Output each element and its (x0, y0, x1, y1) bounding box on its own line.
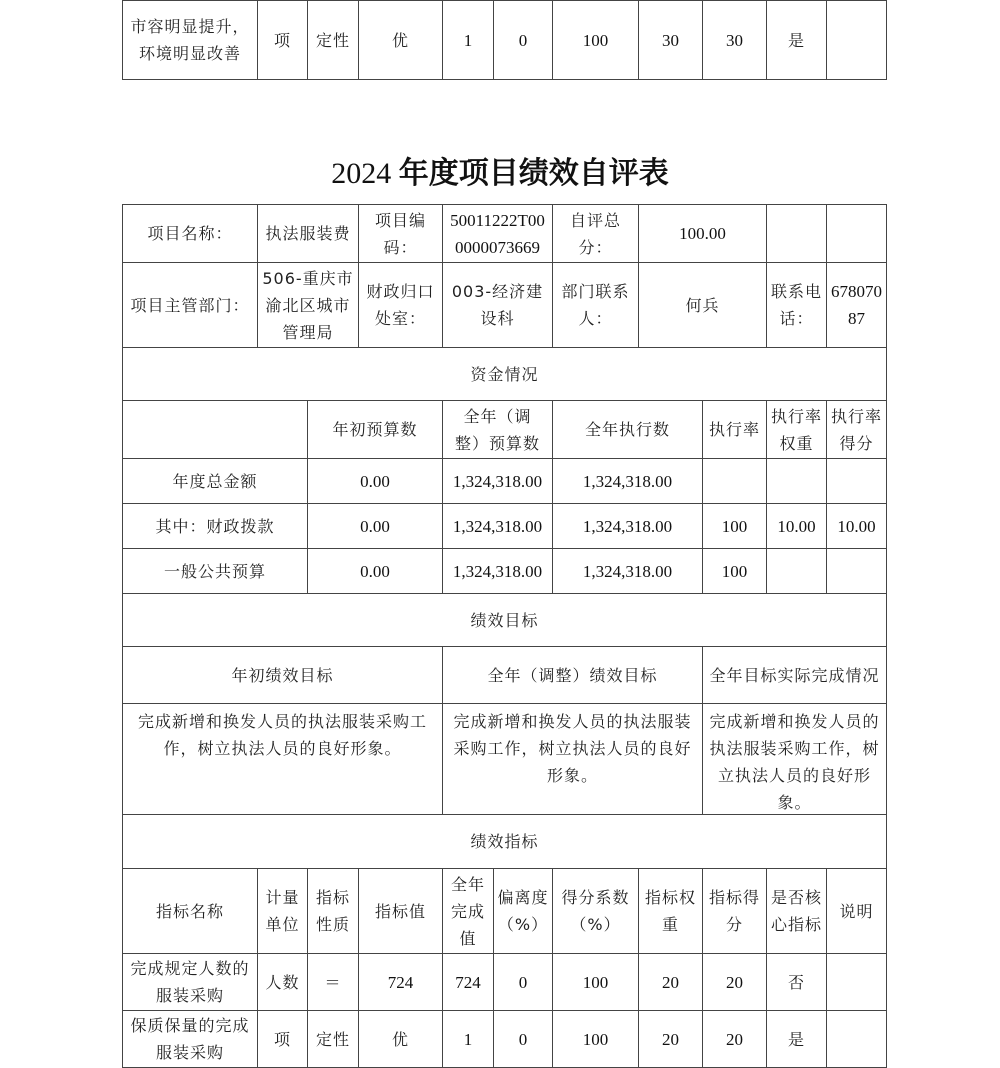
goals-value-initial: 完成新增和换发人员的执法服装采购工作，树立执法人员的良好形象。 (122, 703, 443, 815)
goals-value-adjusted: 完成新增和换发人员的执法服装采购工作，树立执法人员的良好形象。 (442, 703, 703, 815)
funds-row-initial: 0.00 (307, 503, 443, 549)
indicator-note-cell (826, 0, 887, 80)
indicator-actual-cell: 724 (442, 953, 494, 1011)
funds-row-initial: 0.00 (307, 548, 443, 594)
indicator-name-cell: 市容明显提升，环境明显改善 (122, 0, 258, 80)
indicator-score-cell: 20 (702, 1010, 767, 1068)
indicator-name-cell: 完成规定人数的服装采购 (122, 953, 258, 1011)
indicator-weight-cell: 30 (638, 0, 703, 80)
funds-section-title: 资金情况 (122, 347, 887, 401)
title-text: 年度项目绩效自评表 (398, 157, 669, 190)
indicators-header-core: 是否核心指标 (766, 868, 827, 954)
indicator-score-cell: 20 (702, 953, 767, 1011)
funds-row-rate: 100 (702, 503, 767, 549)
funds-header-weight: 执行率权重 (766, 400, 827, 459)
funds-row-score (826, 458, 887, 504)
indicator-weight-cell: 20 (638, 953, 703, 1011)
title-year: 2024 (331, 157, 392, 190)
indicator-note-cell (826, 953, 887, 1011)
project-code-label: 项目编码： (358, 204, 443, 263)
indicator-deviation-cell: 0 (493, 0, 553, 80)
indicator-coef-cell: 100 (552, 1010, 639, 1068)
indicator-target-cell: 优 (358, 1010, 443, 1068)
indicator-nature-cell: ＝ (307, 953, 359, 1011)
indicators-header-weight: 指标权重 (638, 868, 703, 954)
funds-row-label: 其中：财政拨款 (122, 503, 308, 549)
indicator-actual-cell: 1 (442, 0, 494, 80)
funds-row-weight (766, 548, 827, 594)
indicator-target-cell: 724 (358, 953, 443, 1011)
self-score-label: 自评总分： (552, 204, 639, 263)
funds-row-rate: 100 (702, 548, 767, 594)
funds-header-adjusted: 全年（调整）预算数 (442, 400, 553, 459)
contact-label: 部门联系人： (552, 262, 639, 348)
dept-label: 项目主管部门： (122, 262, 258, 348)
project-name-label: 项目名称： (122, 204, 258, 263)
indicators-header-coef: 得分系数（%） (552, 868, 639, 954)
indicators-header-deviation: 偏离度（%） (493, 868, 553, 954)
contact-value: 何兵 (638, 262, 767, 348)
funds-row-initial: 0.00 (307, 458, 443, 504)
indicator-name-cell: 保质保量的完成服装采购 (122, 1010, 258, 1068)
indicator-coef-cell: 100 (552, 0, 639, 80)
phone-value: 67807087 (826, 262, 887, 348)
funds-row-score (826, 548, 887, 594)
indicator-actual-cell: 1 (442, 1010, 494, 1068)
funds-row-executed: 1,324,318.00 (552, 503, 703, 549)
indicators-header-target: 指标值 (358, 868, 443, 954)
indicators-header-unit: 计量单位 (257, 868, 308, 954)
indicator-core-cell: 是 (766, 0, 827, 80)
funds-row-score: 10.00 (826, 503, 887, 549)
funds-header-blank (122, 400, 308, 459)
indicator-coef-cell: 100 (552, 953, 639, 1011)
funds-row-weight (766, 458, 827, 504)
indicator-unit-cell: 人数 (257, 953, 308, 1011)
funds-row-adjusted: 1,324,318.00 (442, 458, 553, 504)
funds-header-initial: 年初预算数 (307, 400, 443, 459)
funds-row-adjusted: 1,324,318.00 (442, 503, 553, 549)
indicators-header-score: 指标得分 (702, 868, 767, 954)
empty-cell (826, 204, 887, 263)
indicator-note-cell (826, 1010, 887, 1068)
funds-row-executed: 1,324,318.00 (552, 548, 703, 594)
indicator-unit-cell: 项 (257, 0, 308, 80)
indicator-target-cell: 优 (358, 0, 443, 80)
funds-row-label: 一般公共预算 (122, 548, 308, 594)
office-label: 财政归口处室： (358, 262, 443, 348)
goals-section-title: 绩效目标 (122, 593, 887, 647)
funds-header-executed: 全年执行数 (552, 400, 703, 459)
project-code-value: 50011222T000000073669 (442, 204, 553, 263)
funds-row-executed: 1,324,318.00 (552, 458, 703, 504)
funds-row-rate (702, 458, 767, 504)
indicator-deviation-cell: 0 (493, 953, 553, 1011)
funds-header-rate: 执行率 (702, 400, 767, 459)
office-value: 003-经济建设科 (442, 262, 553, 348)
dept-value: 506-重庆市渝北区城市管理局 (257, 262, 359, 348)
indicator-core-cell: 是 (766, 1010, 827, 1068)
indicator-deviation-cell: 0 (493, 1010, 553, 1068)
goals-header-actual: 全年目标实际完成情况 (702, 646, 887, 704)
goals-header-initial: 年初绩效目标 (122, 646, 443, 704)
goals-header-adjusted: 全年（调整）绩效目标 (442, 646, 703, 704)
indicators-header-note: 说明 (826, 868, 887, 954)
indicator-weight-cell: 20 (638, 1010, 703, 1068)
project-name-value: 执法服装费 (257, 204, 359, 263)
phone-label: 联系电话： (766, 262, 827, 348)
indicator-unit-cell: 项 (257, 1010, 308, 1068)
indicator-nature-cell: 定性 (307, 0, 359, 80)
indicators-section-title: 绩效指标 (122, 814, 887, 869)
goals-value-actual: 完成新增和换发人员的执法服装采购工作，树立执法人员的良好形象。 (702, 703, 887, 815)
funds-row-label: 年度总金额 (122, 458, 308, 504)
page-title (0, 148, 1000, 192)
funds-row-adjusted: 1,324,318.00 (442, 548, 553, 594)
indicators-header-actual: 全年完成值 (442, 868, 494, 954)
empty-cell (766, 204, 827, 263)
funds-header-score: 执行率得分 (826, 400, 887, 459)
indicators-header-name: 指标名称 (122, 868, 258, 954)
indicator-score-cell: 30 (702, 0, 767, 80)
indicators-header-nature: 指标性质 (307, 868, 359, 954)
indicator-nature-cell: 定性 (307, 1010, 359, 1068)
self-score-value: 100.00 (638, 204, 767, 263)
indicator-core-cell: 否 (766, 953, 827, 1011)
funds-row-weight: 10.00 (766, 503, 827, 549)
